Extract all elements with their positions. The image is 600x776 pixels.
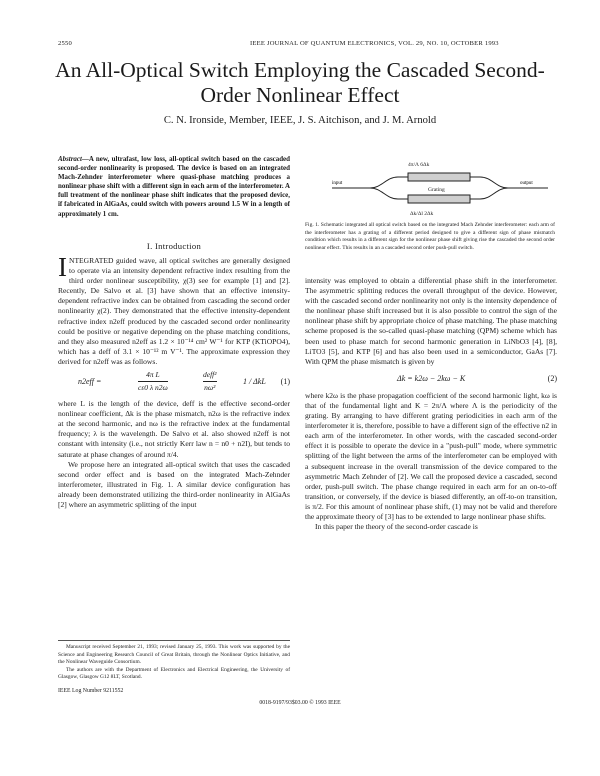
- right-paragraph-3: In this paper the theory of the second-order cascade is: [315, 522, 478, 532]
- equation-1: [58, 370, 290, 396]
- figure-1-caption: Fig. 1. Schematic integrated all optical switch based on the integrated Mach Zehnder interferometer: each arm of the interferometer has a grating of a different period designed to give a different sign of phase mismatch condition which results in a different sign for the nonlinear phase shift giving rise the cascaded the second order nonlinear effect. This results in an a cascaded second order push-pull switch.: [305, 222, 555, 251]
- right-paragraph-1: intensity was employed to obtain a differential phase shift in the interferometer. The asymmetric splitting reduces the overall throughput of the device. However, with the cascaded second order nonlinearity not only is the intensity dependence of the nonlinear phase shift increased but it is also possible to control the sign of the nonlinear phase shift by appropriate choice of phase matching. The phase matching scheme proposed is the so-called quasi-phase matching (QPM) scheme which has been used to phase match for second harmonic generation in LiNbO3 [4], [8], LiTO3 [5], and KTP [6] and has also been used in a semiconductor, GaAs [7]. With QPM the phase mismatch is given by: [305, 276, 557, 366]
- combiner-branch-lower: [480, 188, 508, 199]
- equation-1-den-2: nω²: [204, 383, 216, 393]
- drop-cap: I: [58, 252, 67, 282]
- intro-paragraph-1: NTEGRATED guided wave, all optical switches are generally designed to operate via an intensity dependent refractive index resulting from the third order nonlinear susceptibility, χ(3) see for example [1] and [2]. Recently, De Salvo et al. [3] have shown that an effective intensity-dependent refractive index can be obtained from cascading the second order nonlinearity χ(2). They demonstrated that the effective intensity-dependent refractive index n2eff produced by the cascaded second order nonlinearity could be positive or negative depending on the phase matching conditions, and they also measured n2eff as 1.2 × 10⁻¹⁴ cm² W⁻¹ for KTP (KTiOPO4), which has a deff of 3.1 × 10⁻¹² m V⁻¹. The approximate expression they derived for n2eff was as follows.: [58, 256, 290, 366]
- intro-paragraph-2: where L is the length of the device, deff is the effective second-order nonlinear coefficient, Δk is the phase mismatch, n2ω is the refractive index at the second harmonic, and nω is the refractive index at the fundamental frequency; λ is the wavelength. De Salvo et al. also showed n2eff is not constant with intensity (i.e., not strictly Kerr law n = n0 + n2I), but tends to saturate at phase changes of around π/4.: [58, 399, 290, 459]
- footnote-received: Manuscript received September 21, 1993; revised January 25, 1993. This work was supported by the Science and Engineering Research Council of Great Britain, through the Nonlinear Optics Initiative, and the Nonlinear Waveguide Consortium.: [58, 644, 290, 666]
- equation-1-fraction-2: [203, 370, 217, 393]
- abstract-label: Abstract: [58, 155, 82, 163]
- right-column: [305, 276, 557, 532]
- ieee-log-number: IEEE Log Number 9211552: [58, 688, 124, 694]
- footnote-affiliation: The authors are with the Department of Electronics and Electrical Engineering, the University of Glasgow, Glasgow G12 8LT, Scotland.: [58, 666, 290, 681]
- abstract-text: —A new, ultrafast, low loss, all-optical switch based on the cascaded second-order nonlinearity is proposed. The device is based on an integrated Mach-Zehnder interferometer where quasi-phase matching produces a nonlinear phase shift with a different sign in each arm of the interferometer. A full treatment of the nonlinear phase shift indicates that the proposed device, if fabricated in AlGaAs, could switch with powers around 1.5 W in a length of approximately 1 cm.: [58, 155, 290, 218]
- copyright-footer: 0018-9197/93$03.00 © 1993 IEEE: [259, 700, 341, 706]
- page-number: 2550: [58, 40, 72, 47]
- splitter-branch-lower: [370, 188, 398, 199]
- equation-1-tail: 1 / ΔkL: [243, 377, 266, 387]
- figure-label-output: output: [520, 181, 533, 186]
- figure-label-bottom: Δk/Δl 2Δk: [410, 211, 434, 217]
- abstract: [58, 155, 290, 219]
- figure-label-input: input: [332, 181, 343, 186]
- equation-2: [305, 370, 557, 388]
- intro-paragraph-3: We propose here an integrated all-optical switch that uses the cascaded second order effect and is based on the integrated Mach-Zehnder interferometer, illustrated in Fig. 1. A similar device configuration has already been demonstrated utilizing the third-order nonlinearity in AlGaAs [2] where an asymmetric splitting of the input: [58, 459, 290, 509]
- journal-header: IEEE JOURNAL OF QUANTUM ELECTRONICS, VOL. 29, NO. 10, OCTOBER 1993: [250, 40, 499, 47]
- figure-label-top: 4π/Λ 6Δk: [408, 162, 430, 168]
- equation-1-fraction-1: [138, 370, 168, 393]
- splitter-branch-upper: [370, 177, 398, 188]
- equation-2-number: (2): [547, 373, 557, 383]
- equation-1-number: (1): [280, 377, 290, 387]
- right-paragraph-2: where k2ω is the phase propagation coefficient of the second harmonic light, kω is that of the fundamental light and K = 2π/Λ where Λ is the periodicity of the grating. By arranging to have different grating periodicities in each arm of the interferometer it is, therefore, possible to have a different sign of the effective n2 in each arm of the interferometer. In other words, with the cascaded second-order effect it is possible to operate the device in a "push-pull" mode, where symmetric splitting of the light between the arms of the interferometer can be employed with a subsequent increase in the overall transmission of the device compared to the asymmetric Mach Zehnder of [2]. We call the proposed device a cascaded, second order, push-pull switch. The phase change required in each arm for an on-to-off transition, or conversely, if the device is biased differently, an off-to-on transition, is π/2. For this amount of nonlinear phase shift, (1) may not be valid and therefore the approximate theory of [3] has to be extended to large nonlinear phase shifts.: [305, 390, 557, 521]
- equation-1-lhs: n2eff =: [78, 377, 102, 387]
- figure-1-diagram: [330, 157, 550, 219]
- author-line: C. N. Ironside, Member, IEEE, J. S. Aitchison, and J. M. Arnold: [163, 115, 437, 126]
- paper-title: An All-Optical Switch Employing the Cascaded Second-Order Nonlinear Effect: [55, 58, 545, 107]
- figure-label-grating: Grating: [428, 187, 445, 193]
- combiner-branch-upper: [480, 177, 508, 188]
- section-heading: I. Introduction: [146, 241, 202, 251]
- footnote: [58, 640, 290, 682]
- left-column: [58, 252, 290, 510]
- equation-1-num-2: deff²: [203, 370, 217, 380]
- equation-2-text: Δk = k2ω − 2kω − K: [397, 373, 466, 383]
- equation-1-num-1: 4π L: [146, 370, 160, 380]
- grating-lower: [408, 195, 470, 203]
- equation-1-den-1: cε0 λ n2ω: [138, 383, 168, 393]
- grating-upper: [408, 173, 470, 181]
